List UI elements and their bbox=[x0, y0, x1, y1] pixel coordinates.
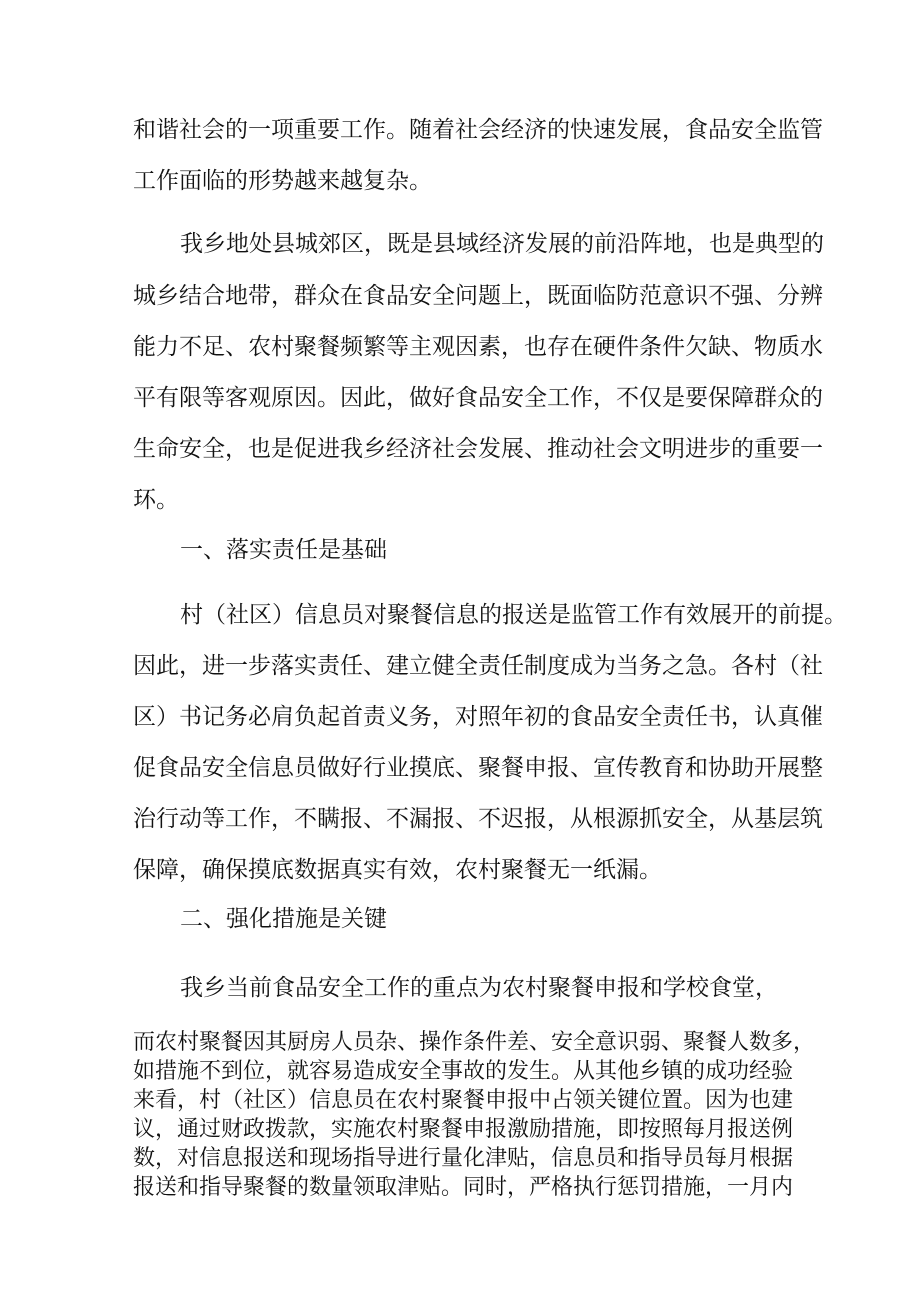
paragraph-line: 报送和指导聚餐的数量领取津贴。同时，严格执行惩罚措施，一月内 bbox=[133, 1175, 794, 1200]
paragraph-line: 来看，村（社区）信息员在农村聚餐申报中占领关键位置。因为也建 bbox=[133, 1088, 794, 1113]
paragraph-line: 我乡当前食品安全工作的重点为农村聚餐申报和学校食堂， bbox=[180, 975, 778, 1001]
paragraph-line: 保障，确保摸底数据真实有效，农村聚餐无一纸漏。 bbox=[133, 857, 662, 883]
paragraph-line: 环。 bbox=[133, 487, 179, 513]
paragraph-line: 工作面临的形势越来越复杂。 bbox=[133, 168, 432, 194]
paragraph-line: 数，对信息报送和现场指导进行量化津贴，信息员和指导员每月根据 bbox=[133, 1146, 794, 1171]
paragraph-line: 村（社区）信息员对聚餐信息的报送是监管工作有效展开的前提。 bbox=[180, 602, 847, 628]
paragraph-line: 能力不足、农村聚餐频繁等主观因素，也存在硬件条件欠缺、物质水 bbox=[133, 334, 823, 360]
paragraph-line: 和谐社会的一项重要工作。随着社会经济的快速发展，食品安全监管 bbox=[133, 117, 823, 143]
paragraph-line: 如措施不到位，就容易造成安全事故的发生。从其他乡镇的成功经验 bbox=[133, 1059, 794, 1084]
paragraph-line: 议，通过财政拨款，实施农村聚餐申报激励措施，即按照每月报送例 bbox=[133, 1117, 794, 1142]
paragraph-line: 城乡结合地带，群众在食品安全问题上，既面临防范意识不强、分辨 bbox=[133, 283, 823, 309]
paragraph-line: 治行动等工作，不瞒报、不漏报、不迟报，从根源抓安全，从基层筑 bbox=[133, 806, 823, 832]
paragraph-line: 因此，进一步落实责任、建立健全责任制度成为当务之急。各村（社 bbox=[133, 653, 823, 679]
paragraph-line: 区）书记务必肩负起首责义务，对照年初的食品安全责任书，认真催 bbox=[133, 704, 823, 730]
section-heading: 二、强化措施是关键 bbox=[180, 906, 387, 932]
paragraph-line: 平有限等客观原因。因此，做好食品安全工作，不仅是要保障群众的 bbox=[133, 385, 823, 411]
paragraph-line: 生命安全，也是促进我乡经济社会发展、推动社会文明进步的重要一 bbox=[133, 436, 823, 462]
paragraph-line: 而农村聚餐因其厨房人员杂、操作条件差、安全意识弱、聚餐人数多， bbox=[133, 1030, 816, 1055]
section-heading: 一、落实责任是基础 bbox=[180, 537, 387, 563]
paragraph-line: 促食品安全信息员做好行业摸底、聚餐申报、宣传教育和协助开展整 bbox=[133, 755, 823, 781]
paragraph-line: 我乡地处县城郊区，既是县域经济发展的前沿阵地，也是典型的 bbox=[180, 231, 824, 257]
